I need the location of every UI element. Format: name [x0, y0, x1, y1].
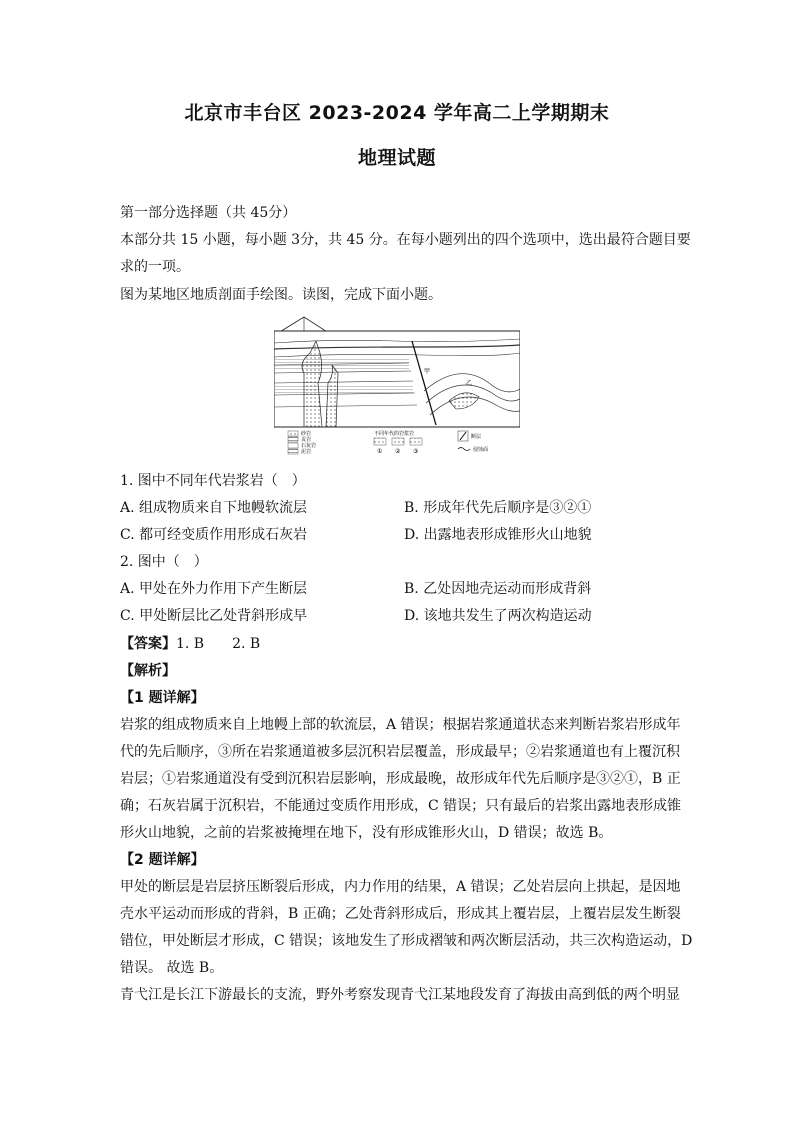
label-jia: 甲 [424, 368, 431, 375]
label-yi: 乙 [466, 380, 473, 387]
legend-rock-1: 砂岩 [301, 431, 312, 437]
q2-analysis-heading: 【2 题详解】 [120, 852, 205, 868]
q1-option-d: D. 出露地表形成锥形火山地貌 [404, 527, 592, 543]
q1-option-a: A. 组成物质来自下地幔软流层 [120, 500, 308, 516]
legend-erosion: 侵蚀面 [473, 447, 489, 453]
q1-option-b: B. 形成年代先后顺序是③②① [404, 500, 592, 516]
legend-magma-1: ① [377, 448, 383, 455]
q1-analysis-line: 代的先后顺序，③所在岩浆通道被多层沉积岩层覆盖，形成最早；②岩浆通道也有上覆沉积 [120, 744, 680, 760]
q1-analysis-line: 确；石灰岩属于沉积岩，不能通过变质作用形成，C 错误；只有最后的岩浆出露地表形成锥 [120, 798, 682, 814]
q2-option-c: C. 甲处断层比乙处背斜形成早 [120, 608, 308, 624]
q1-analysis-line: 岩浆的组成物质来自上地幔上部的软流层，A 错误；根据岩浆通道状态来判断岩浆岩形成年 [120, 717, 681, 733]
geologic-section-figure [274, 313, 520, 457]
q1-option-c: C. 都可经变质作用形成石灰岩 [120, 527, 308, 543]
legend-fault: 断层 [471, 434, 482, 440]
question-stem: 图为某地区地质剖面手绘图。读图，完成下面小题。 [120, 287, 442, 303]
q2-option-b: B. 乙处因地壳运动而形成背斜 [404, 581, 592, 597]
legend-rock-2: 页岩 [301, 437, 312, 443]
q2-analysis-line: 壳水平运动而形成的背斜，B 正确；乙处背斜形成后，形成其上覆岩层，上覆岩层发生断裂 [120, 906, 681, 922]
legend-magma-2: ② [395, 448, 401, 455]
q1-analysis-heading: 【1 题详解】 [120, 690, 205, 706]
section-intro-line2: 求的一项。 [120, 259, 190, 275]
q2-stem: 2. 图中（ ） [120, 554, 208, 570]
q2-option-a: A. 甲处在外力作用下产生断层 [120, 581, 308, 597]
answer-label: 【答案】 [120, 636, 176, 652]
q1-stem: 1. 图中不同年代岩浆岩（ ） [120, 473, 306, 489]
page-title-line1: 北京市丰台区 2023-2024 学年高二上学期期末 [184, 102, 610, 124]
q2-analysis-line: 错误。 故选 B。 [120, 960, 224, 976]
legend-magma-3: ③ [413, 448, 419, 455]
q1-analysis-line: 形火山地貌，之前的岩浆被掩埋在地下，没有形成锥形火山，D 错误；故选 B。 [120, 825, 613, 841]
answer-line [120, 635, 680, 653]
page-title-line2: 地理试题 [357, 147, 436, 169]
q2-option-d: D. 该地共发生了两次构造运动 [404, 608, 592, 624]
legend-magma-title: 不同年代的岩浆岩 [374, 431, 415, 437]
next-passage-line: 青弋江是长江下游最长的支流，野外考察发现青弋江某地段发育了海拔由高到低的两个明显 [120, 987, 680, 1003]
q1-analysis-line: 岩层；①岩浆通道没有受到沉积岩层影响，形成最晚，故形成年代先后顺序是③②①，B 正 [120, 771, 681, 787]
q2-analysis-line: 错位，甲处断层才形成，C 错误；该地发生了形成褶皱和两次断层活动，共三次构造运动，D [120, 933, 693, 949]
section-heading: 第一部分选择题（共 45分） [120, 205, 297, 221]
analysis-label: 【解析】 [120, 663, 176, 679]
legend-rock-3: 石灰岩 [301, 443, 317, 449]
q2-analysis-line: 甲处的断层是岩层挤压断裂后形成，内力作用的结果，A 错误；乙处岩层向上拱起，是因地 [120, 879, 681, 895]
answer-text: 1. B 2. B [176, 636, 261, 652]
legend-rock-4: 泥岩 [301, 449, 312, 455]
section-intro-line1: 本部分共 15 小题，每小题 3分，共 45 分。在每小题列出的四个选项中，选出最符合题目要 [120, 232, 691, 248]
